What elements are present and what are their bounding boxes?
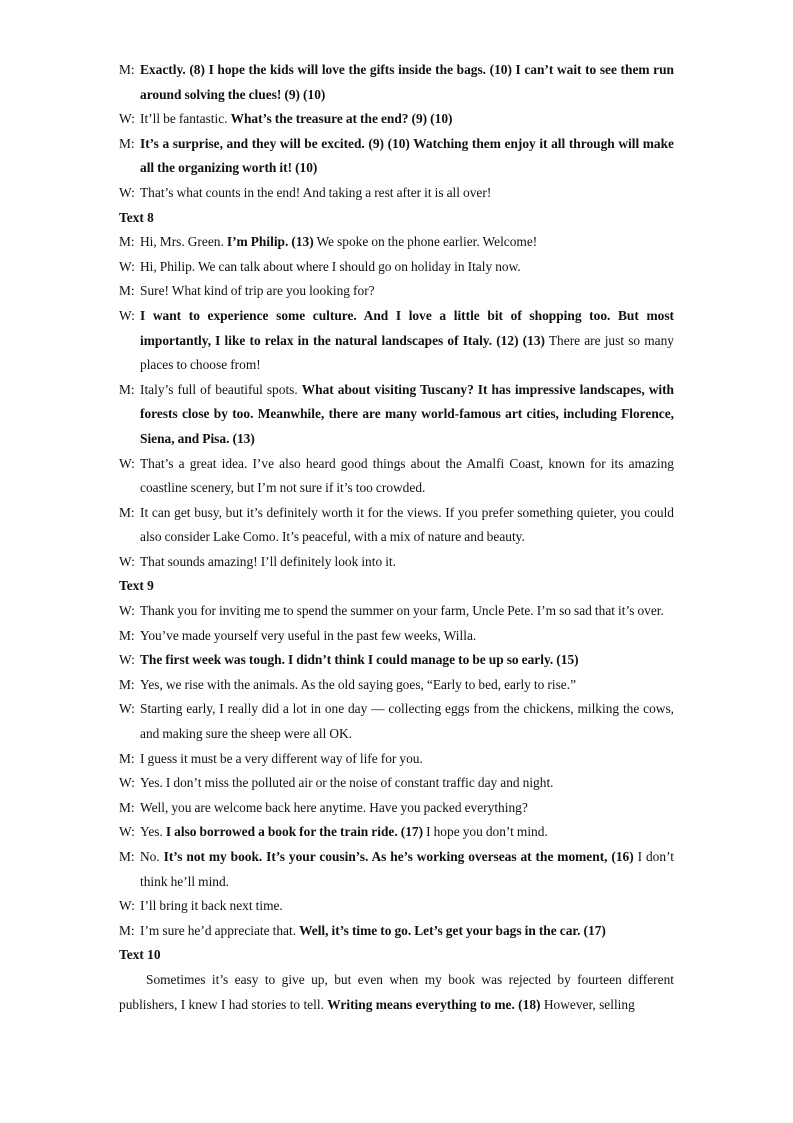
answer-key-text: Writing means everything to me. (18) xyxy=(327,996,541,1012)
dialogue-line xyxy=(119,796,674,821)
transcript-body xyxy=(119,58,674,1017)
answer-key-text: It’s a surprise, and they will be excited. (9) (10) Watching them enjoy it all through will make all the organizing worth it! (10) xyxy=(140,135,674,176)
dialogue-line xyxy=(119,820,674,845)
answer-key-text: I’m Philip. (13) xyxy=(226,234,314,250)
dialogue-line xyxy=(119,378,674,452)
answer-key-text: Exactly. (8) I hope the kids will love the gifts inside the bags. (10) I can’t wait to see them run around solving the clues! (9) (10) xyxy=(140,62,674,102)
dialogue-line xyxy=(119,919,674,944)
dialogue-text: Sometimes it’s easy to give up, but even when my book was rejected by fourteen different publishers, I knew I had stories to tell. xyxy=(119,971,674,1012)
dialogue-line xyxy=(119,845,674,894)
dialogue-line xyxy=(119,673,674,698)
dialogue-text: Hi, Mrs. Green. xyxy=(140,234,227,250)
dialogue-line xyxy=(119,304,674,378)
speaker-label: M: xyxy=(119,62,135,77)
speaker-label: M: xyxy=(119,750,135,766)
dialogue-line xyxy=(119,452,674,501)
dialogue-line xyxy=(119,107,674,132)
speaker-label: W: xyxy=(119,553,135,569)
dialogue-text: However, selling xyxy=(540,996,635,1012)
dialogue-text: I’ll bring it back next time. xyxy=(140,898,283,914)
dialogue-line xyxy=(119,501,674,550)
speaker-label: M: xyxy=(119,676,135,692)
dialogue-text: That’s what counts in the end! And taking a rest after it is all over! xyxy=(140,184,492,200)
speaker-label: W: xyxy=(119,111,135,127)
answer-key-text: What about visiting Tuscany? It has impressive landscapes, with forests close by too. Meanwhile, there are many world-famous art cities, including Florence, Siena, and Pisa. (13) xyxy=(140,381,675,446)
answer-key-text: I also borrowed a book for the train ride. (17) xyxy=(165,824,424,840)
dialogue-line xyxy=(119,747,674,772)
dialogue-text: I hope you don’t mind. xyxy=(423,824,548,840)
dialogue-line xyxy=(119,230,674,255)
dialogue-text: Yes, we rise with the animals. As the old saying goes, “Early to bed, early to rise.” xyxy=(140,676,577,692)
answer-key-text: It’s not my book. It’s your cousin’s. As he’s working overseas at the moment, (16) xyxy=(163,849,634,864)
dialogue-text: That’s a great idea. I’ve also heard good things about the Amalfi Coast, known for its amazing coastline scenery, but I’m not sure if it’s too crowded. xyxy=(140,455,674,496)
speaker-label: M: xyxy=(119,922,135,938)
answer-key-text: What’s the treasure at the end? (9) (10) xyxy=(230,111,453,127)
dialogue-text: It can get busy, but it’s definitely worth it for the views. If you prefer something quieter, you could also consider Lake Como. It’s peaceful, with a mix of nature and beauty. xyxy=(140,504,674,545)
dialogue-line xyxy=(119,132,674,181)
speaker-label: M: xyxy=(119,627,135,643)
dialogue-line xyxy=(119,255,674,280)
dialogue-text: You’ve made yourself very useful in the past few weeks, Willa. xyxy=(140,627,477,643)
dialogue-text: There are just so many places to choose from! xyxy=(140,332,674,373)
dialogue-text: That sounds amazing! I’ll definitely look into it. xyxy=(140,553,396,569)
speaker-label: M: xyxy=(119,849,135,864)
dialogue-line xyxy=(119,279,674,304)
speaker-label: W: xyxy=(119,258,135,274)
dialogue-text: Italy’s full of beautiful spots. xyxy=(140,381,302,397)
dialogue-line xyxy=(119,771,674,796)
section-heading: Text 10 xyxy=(119,947,161,963)
dialogue-text: Yes. I don’t miss the polluted air or the noise of constant traffic day and night. xyxy=(140,775,554,791)
dialogue-line xyxy=(119,624,674,649)
speaker-label: M: xyxy=(119,135,135,151)
dialogue-line xyxy=(119,648,674,673)
speaker-label: W: xyxy=(119,603,135,619)
speaker-label: W: xyxy=(119,184,135,200)
speaker-label: M: xyxy=(119,504,135,520)
dialogue-text: I’m sure he’d appreciate that. xyxy=(140,922,300,938)
speaker-label: M: xyxy=(119,799,135,815)
speaker-label: W: xyxy=(119,898,135,914)
dialogue-line xyxy=(119,550,674,575)
dialogue-text: Well, you are welcome back here anytime. Have you packed everything? xyxy=(140,799,528,815)
dialogue-text: Yes. xyxy=(140,824,166,840)
dialogue-text: Starting early, I really did a lot in one day — collecting eggs from the chickens, milking the cows, and making sure the sheep were all OK. xyxy=(140,701,674,742)
speaker-label: W: xyxy=(119,775,135,791)
speaker-label: W: xyxy=(119,652,135,668)
speaker-label: M: xyxy=(119,283,135,299)
speaker-label: W: xyxy=(119,455,135,471)
answer-key-text: I want to experience some culture. And I love a little bit of shopping too. But most importantly, I like to relax in the natural landscapes of Italy. (12) (13) xyxy=(140,307,674,348)
dialogue-line xyxy=(119,894,674,919)
dialogue-line xyxy=(119,697,674,746)
answer-key-text: The first week was tough. I didn’t think I could manage to be up so early. (15) xyxy=(140,652,579,668)
speaker-label: W: xyxy=(119,307,135,323)
dialogue-text: I don’t think he’ll mind. xyxy=(140,849,675,889)
dialogue-text: Sure! What kind of trip are you looking for? xyxy=(140,283,375,299)
dialogue-text: We spoke on the phone earlier. Welcome! xyxy=(313,234,538,250)
speaker-label: M: xyxy=(119,381,135,397)
dialogue-line xyxy=(119,181,674,206)
dialogue-text: Hi, Philip. We can talk about where I should go on holiday in Italy now. xyxy=(140,258,521,274)
dialogue-text: Thank you for inviting me to spend the summer on your farm, Uncle Pete. I’m so sad that it’s over. xyxy=(140,603,664,619)
dialogue-text: No. xyxy=(140,849,164,864)
dialogue-text: I guess it must be a very different way of life for you. xyxy=(140,750,423,766)
speaker-label: W: xyxy=(119,701,135,717)
section-heading: Text 8 xyxy=(119,209,154,225)
speaker-label: M: xyxy=(119,234,135,250)
answer-key-text: Well, it’s time to go. Let’s get your bags in the car. (17) xyxy=(299,922,606,938)
dialogue-line xyxy=(119,58,674,107)
speaker-label: W: xyxy=(119,824,135,840)
narration-paragraph xyxy=(119,968,674,1017)
dialogue-line xyxy=(119,599,674,624)
section-heading: Text 9 xyxy=(119,578,154,594)
dialogue-text: It’ll be fantastic. xyxy=(140,111,231,127)
